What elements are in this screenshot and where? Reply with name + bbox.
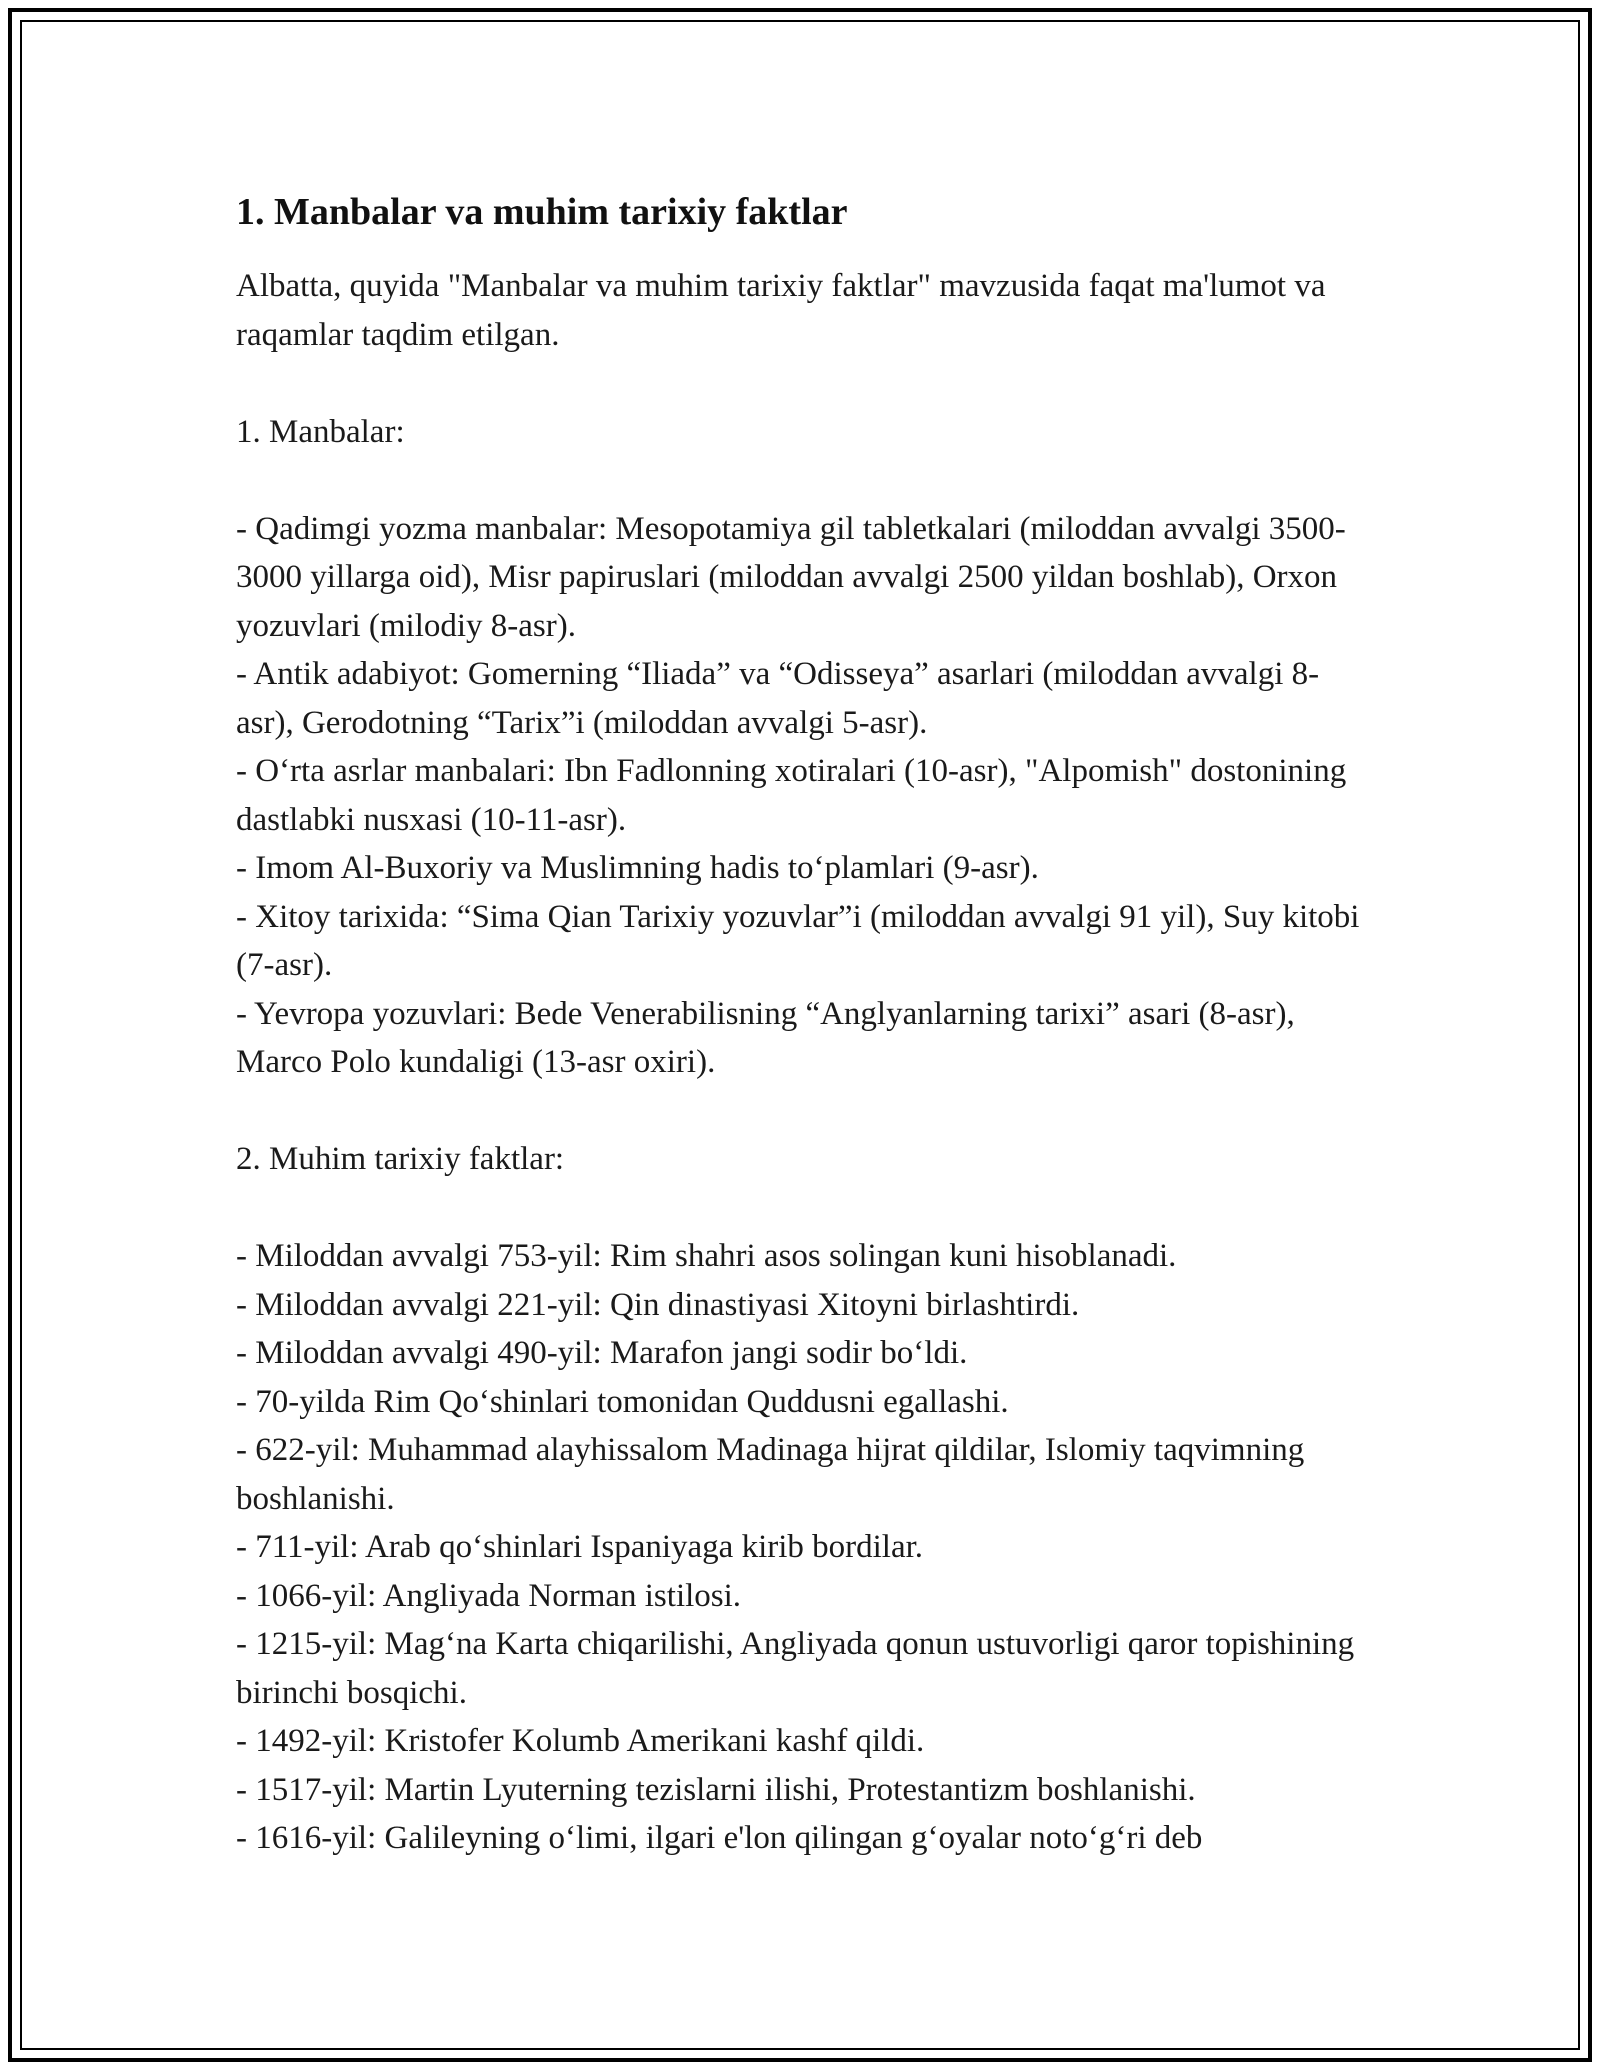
list-item: - Miloddan avvalgi 753-yil: Rim shahri asos solingan kuni hisoblanadi. bbox=[236, 1238, 1177, 1274]
section-title-sources: 1. Manbalar: bbox=[236, 413, 405, 450]
list-item: - 1066-yil: Angliyada Norman istilosi. bbox=[236, 1577, 742, 1614]
spacer bbox=[236, 1184, 1376, 1233]
document-body bbox=[236, 160, 1376, 1863]
list-item: - 622-yil: Muhammad alayhissalom Madinaga hijrat qildilar, Islomiy taqvimning boshlanishi. bbox=[236, 1432, 1305, 1517]
list-item: - 1616-yil: Galileyning o‘limi, ilgari e'lon qilingan g‘oyalar noto‘g‘ri deb bbox=[236, 1820, 1203, 1856]
list-item: - Miloddan avvalgi 490-yil: Marafon jangi sodir bo‘ldi. bbox=[236, 1335, 968, 1371]
intro-paragraph: Albatta, quyida "Manbalar va muhim tarixiy faktlar" mavzusida faqat ma'lumot va raqamlar taqdim etilgan. bbox=[236, 268, 1326, 353]
list-item: - 1517-yil: Martin Lyuterning tezislarni ilishi, Protestantizm boshlanishi. bbox=[236, 1771, 1196, 1808]
list-item: - Yevropa yozuvlari: Bede Venerabilisning “Anglyanlarning tarixi” asari (8-asr), Marco Polo kundaligi (13-asr oxiri). bbox=[236, 995, 1295, 1080]
spacer bbox=[236, 1087, 1376, 1136]
list-item: - Imom Al-Buxoriy va Muslimning hadis to‘plamlari (9-asr). bbox=[236, 850, 1039, 886]
list-item: - 1215-yil: Mag‘na Karta chiqarilishi, Angliyada qonun ustuvorligi qaror topishining birinchi bosqichi. bbox=[236, 1626, 1355, 1711]
list-item: - O‘rta asrlar manbalari: Ibn Fadlonning xotiralari (10-asr), "Alpomish" dostonining dastlabki nusxasi (10-11-asr). bbox=[236, 753, 1347, 838]
document-heading: 1. Manbalar va muhim tarixiy faktlar bbox=[236, 191, 848, 233]
list-item: - 1492-yil: Kristofer Kolumb Amerikani kashf qildi. bbox=[236, 1723, 925, 1759]
list-item: - Miloddan avvalgi 221-yil: Qin dinastiyasi Xitoyni birlashtirdi. bbox=[236, 1286, 1080, 1323]
list-item: - 70-yilda Rim Qo‘shinlari tomonidan Quddusni egallashi. bbox=[236, 1383, 1009, 1420]
section-title-facts: 2. Muhim tarixiy faktlar: bbox=[236, 1141, 565, 1177]
list-item: - 711-yil: Arab qo‘shinlari Ispaniyaga kirib bordilar. bbox=[236, 1529, 924, 1565]
list-item: - Xitoy tarixida: “Sima Qian Tarixiy yozuvlar”i (miloddan avvalgi 91 yil), Suy kitobi (7-asr). bbox=[236, 898, 1360, 983]
spacer bbox=[236, 456, 1376, 505]
spacer bbox=[236, 359, 1376, 408]
list-item: - Antik adabiyot: Gomerning “Iliada” va “Odisseya” asarlari (miloddan avvalgi 8-asr), Gerodotning “Tarix”i (miloddan avvalgi 5-asr). bbox=[236, 656, 1320, 741]
list-item: - Qadimgi yozma manbalar: Mesopotamiya gil tabletkalari (miloddan avvalgi 3500-3000 yillarga oid), Misr papiruslari (miloddan avvalgi 2500 yildan boshlab), Orxon yozuvlari (milodiy 8-asr). bbox=[236, 510, 1346, 644]
